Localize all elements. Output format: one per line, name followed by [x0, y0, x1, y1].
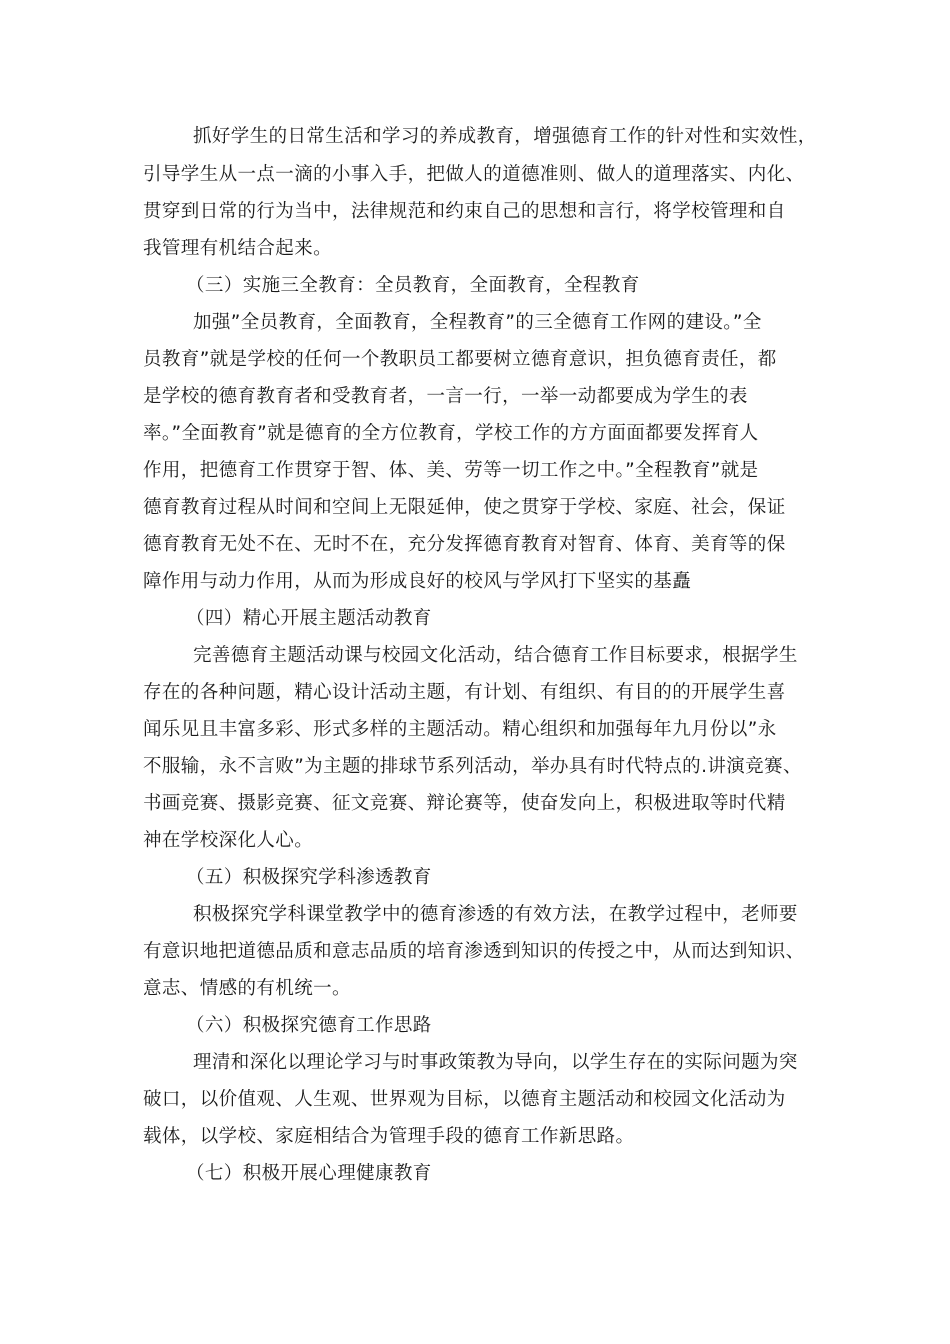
paragraph-line: 障作用与动力作用，从而为形成良好的校风与学风打下坚实的基矗 [143, 571, 692, 592]
paragraph-line: 率。”全面教育”就是德育的全方位教育，学校工作的方方面面都要发挥育人 [143, 423, 759, 444]
paragraph-line: 意志、情感的有机统一。 [143, 978, 351, 999]
paragraph-line: 完善德育主题活动课与校园文化活动，结合德育工作目标要求，根据学生 [193, 645, 798, 666]
paragraph-line: 理清和深化以理论学习与时事政策教为导向，以学生存在的实际问题为突 [193, 1052, 798, 1073]
paragraph-line: 我管理有机结合起来。 [143, 238, 333, 259]
paragraph-line: 有意识地把道德品质和意志品质的培育渗透到知识的传授之中，从而达到知识、 [143, 941, 805, 962]
section-heading: （四）精心开展主题活动教育 [186, 608, 432, 629]
paragraph-line: 积极探究学科课堂教学中的德育渗透的有效方法，在教学过程中，老师要 [193, 904, 798, 925]
paragraph-line: 存在的各种问题，精心设计活动主题，有计划、有组织、有目的的开展学生喜 [143, 682, 786, 703]
paragraph-line: 不服输，永不言败”为主题的排球节系列活动，举办具有时代特点的.讲演竞赛、 [143, 756, 802, 777]
paragraph-line: 德育教育无处不在、无时不在，充分发挥德育教育对智育、体育、美育等的保 [143, 534, 786, 555]
section-heading: （七）积极开展心理健康教育 [186, 1163, 432, 1184]
paragraph-line: 贯穿到日常的行为当中，法律规范和约束自己的思想和言行，将学校管理和自 [143, 201, 786, 222]
paragraph-line: 是学校的德育教育者和受教育者，一言一行，一举一动都要成为学生的表 [143, 386, 748, 407]
section-heading: （五）积极探究学科渗透教育 [186, 867, 432, 888]
paragraph-line: 德育教育过程从时间和空间上无限延伸，使之贯穿于学校、家庭、社会，保证 [143, 497, 786, 518]
section-heading: （六）积极探究德育工作思路 [186, 1015, 432, 1036]
paragraph-line: 员教育”就是学校的任何一个教职员工都要树立德育意识，担负德育责任，都 [143, 349, 777, 370]
section-heading: （三）实施三全教育：全员教育，全面教育，全程教育 [186, 275, 640, 296]
paragraph-line: 载体，以学校、家庭相结合为管理手段的德育工作新思路。 [143, 1126, 635, 1147]
paragraph-line: 破口，以价值观、人生观、世界观为目标，以德育主题活动和校园文化活动为 [143, 1089, 786, 1110]
paragraph-line: 书画竞赛、摄影竞赛、征文竞赛、辩论赛等，使奋发向上，积极进取等时代精 [143, 793, 786, 814]
paragraph-line: 加强”全员教育，全面教育，全程教育”的三全德育工作网的建设。”全 [193, 312, 762, 333]
paragraph-line: 作用，把德育工作贯穿于智、体、美、劳等一切工作之中。”全程教育”就是 [143, 460, 759, 481]
paragraph-line: 神在学校深化人心。 [143, 830, 314, 851]
paragraph-line: 引导学生从一点一滴的小事入手，把做人的道德准则、做人的道理落实、内化、 [143, 164, 805, 185]
paragraph-line: 抓好学生的日常生活和学习的养成教育，增强德育工作的针对性和实效性， [193, 126, 817, 147]
paragraph-line: 闻乐见且丰富多彩、形式多样的主题活动。精心组织和加强每年九月份以”永 [143, 719, 777, 740]
